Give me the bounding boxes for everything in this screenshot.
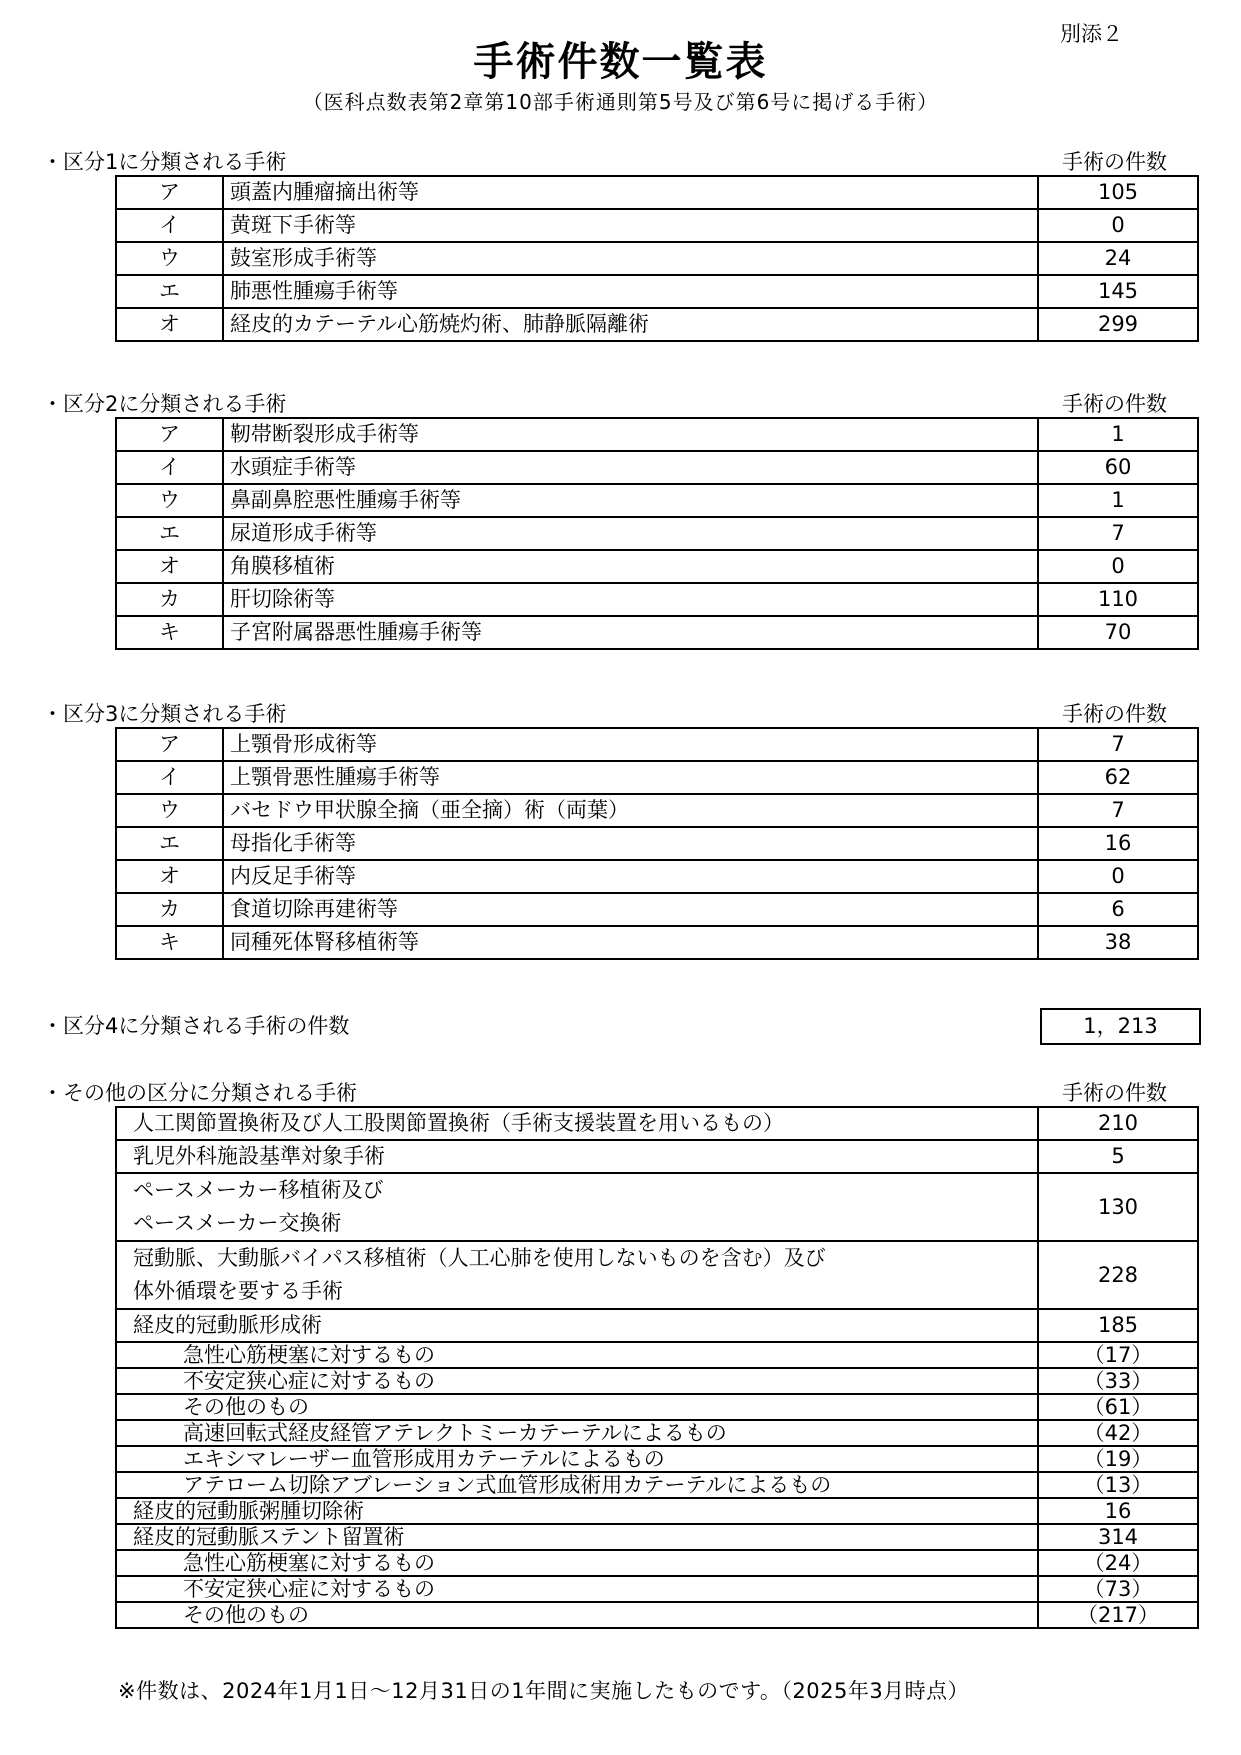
- table-row: [116, 794, 1198, 827]
- row-value: 7: [1038, 794, 1198, 827]
- row-value: 210: [1038, 1107, 1198, 1140]
- table-row: [116, 1498, 1198, 1524]
- table-row: [116, 1368, 1198, 1394]
- section3-count-header: 手術の件数: [1062, 702, 1167, 726]
- row-name: 頭蓋内腫瘤摘出術等: [223, 176, 1038, 209]
- row-key: ア: [116, 176, 223, 209]
- row-key: オ: [116, 860, 223, 893]
- row-name-line1: 冠動脈、大動脈バイパス移植術（人工心肺を使用しないものを含む）及び: [133, 1246, 826, 1270]
- row-name: 鼓室形成手術等: [223, 242, 1038, 275]
- row-value: 16: [1038, 1498, 1198, 1524]
- row-value: 70: [1038, 616, 1198, 649]
- row-name: 経皮的冠動脈ステント留置術: [116, 1524, 1038, 1550]
- row-name: 不安定狭心症に対するもの: [116, 1368, 1038, 1394]
- row-value: 130: [1038, 1173, 1198, 1241]
- row-value: （61）: [1038, 1394, 1198, 1420]
- attachment-label: 別添２: [1060, 22, 1123, 46]
- row-name: 靭帯断裂形成手術等: [223, 418, 1038, 451]
- row-name: 食道切除再建術等: [223, 893, 1038, 926]
- table-row: [116, 860, 1198, 893]
- row-name: 人工関節置換術及び人工股関節置換術（手術支援装置を用いるもの）: [116, 1107, 1038, 1140]
- row-value: 7: [1038, 728, 1198, 761]
- table-row: [116, 275, 1198, 308]
- row-value: 0: [1038, 550, 1198, 583]
- row-value: 299: [1038, 308, 1198, 341]
- table-row: [116, 451, 1198, 484]
- row-name: 水頭症手術等: [223, 451, 1038, 484]
- row-value: 0: [1038, 860, 1198, 893]
- row-key: イ: [116, 209, 223, 242]
- row-name: 上顎骨悪性腫瘍手術等: [223, 761, 1038, 794]
- row-name: アテローム切除アブレーション式血管形成術用カテーテルによるもの: [116, 1472, 1038, 1498]
- row-value: 62: [1038, 761, 1198, 794]
- table-row: [116, 761, 1198, 794]
- row-name: 内反足手術等: [223, 860, 1038, 893]
- row-name: 乳児外科施設基準対象手術: [116, 1140, 1038, 1173]
- row-value: 185: [1038, 1309, 1198, 1342]
- row-key: キ: [116, 616, 223, 649]
- row-name: 経皮的冠動脈粥腫切除術: [116, 1498, 1038, 1524]
- row-value: 38: [1038, 926, 1198, 959]
- section2-table: [115, 417, 1199, 650]
- row-value: 5: [1038, 1140, 1198, 1173]
- table-row: [116, 1446, 1198, 1472]
- row-value: 228: [1038, 1241, 1198, 1309]
- table-row: [116, 1550, 1198, 1576]
- row-value: （42）: [1038, 1420, 1198, 1446]
- row-value: （13）: [1038, 1472, 1198, 1498]
- table-row: [116, 616, 1198, 649]
- row-value: 24: [1038, 242, 1198, 275]
- table-row: [116, 893, 1198, 926]
- row-name: 経皮的カテーテル心筋焼灼術、肺静脈隔離術: [223, 308, 1038, 341]
- row-value: （217）: [1038, 1602, 1198, 1628]
- row-name: [116, 1173, 1038, 1241]
- row-name: 急性心筋梗塞に対するもの: [116, 1550, 1038, 1576]
- table-row: [116, 1173, 1198, 1241]
- section3-table: [115, 727, 1199, 960]
- row-name: 上顎骨形成術等: [223, 728, 1038, 761]
- section-other-table: [115, 1106, 1199, 1629]
- row-value: 6: [1038, 893, 1198, 926]
- table-row: [116, 209, 1198, 242]
- row-name: 角膜移植術: [223, 550, 1038, 583]
- row-name: 子宮附属器悪性腫瘍手術等: [223, 616, 1038, 649]
- footnote: ※件数は、2024年1月1日～12月31日の1年間に実施したものです。（2025年3月時点）: [118, 1679, 970, 1703]
- table-row: [116, 484, 1198, 517]
- row-name: 同種死体腎移植術等: [223, 926, 1038, 959]
- row-key: エ: [116, 517, 223, 550]
- row-value: 16: [1038, 827, 1198, 860]
- row-key: イ: [116, 761, 223, 794]
- row-value: （33）: [1038, 1368, 1198, 1394]
- row-key: ウ: [116, 794, 223, 827]
- row-name: 鼻副鼻腔悪性腫瘍手術等: [223, 484, 1038, 517]
- table-row: [116, 418, 1198, 451]
- row-key: カ: [116, 893, 223, 926]
- row-name: その他のもの: [116, 1602, 1038, 1628]
- table-row: [116, 1576, 1198, 1602]
- row-name-line1: ペースメーカー移植術及び: [133, 1178, 384, 1202]
- row-name: 尿道形成手術等: [223, 517, 1038, 550]
- row-value: （24）: [1038, 1550, 1198, 1576]
- table-row: [116, 1107, 1198, 1140]
- table-row: [116, 517, 1198, 550]
- row-value: 0: [1038, 209, 1198, 242]
- row-name: 肝切除術等: [223, 583, 1038, 616]
- table-row: [116, 176, 1198, 209]
- row-key: ウ: [116, 242, 223, 275]
- row-name-line2: ペースメーカー交換術: [133, 1211, 342, 1235]
- row-value: 1: [1038, 484, 1198, 517]
- table-row: [116, 308, 1198, 341]
- row-name: 高速回転式経皮経管アテレクトミーカテーテルによるもの: [116, 1420, 1038, 1446]
- table-row: [116, 728, 1198, 761]
- row-name-line2: 体外循環を要する手術: [133, 1279, 343, 1303]
- page-subtitle: （医科点数表第2章第10部手術通則第5号及び第6号に掲げる手術）: [302, 90, 939, 114]
- table-row: [116, 1241, 1198, 1309]
- row-name: 母指化手術等: [223, 827, 1038, 860]
- table-row: [116, 550, 1198, 583]
- row-value: （19）: [1038, 1446, 1198, 1472]
- section2-title: ・区分2に分類される手術: [42, 392, 287, 416]
- row-value: 145: [1038, 275, 1198, 308]
- table-row: [116, 1472, 1198, 1498]
- row-key: ア: [116, 728, 223, 761]
- row-key: エ: [116, 275, 223, 308]
- row-key: キ: [116, 926, 223, 959]
- row-value: 1: [1038, 418, 1198, 451]
- table-row: [116, 1394, 1198, 1420]
- table-row: [116, 1420, 1198, 1446]
- row-name: 肺悪性腫瘍手術等: [223, 275, 1038, 308]
- section2-count-header: 手術の件数: [1062, 392, 1167, 416]
- row-name: バセドウ甲状腺全摘（亜全摘）術（両葉）: [223, 794, 1038, 827]
- section1-table: [115, 175, 1199, 342]
- row-value: （73）: [1038, 1576, 1198, 1602]
- section3-title: ・区分3に分類される手術: [42, 702, 287, 726]
- table-row: [116, 1140, 1198, 1173]
- row-name: 急性心筋梗塞に対するもの: [116, 1342, 1038, 1368]
- page-title: 手術件数一覧表: [473, 39, 768, 85]
- table-row: [116, 583, 1198, 616]
- section4-count: 1，213: [1040, 1008, 1201, 1045]
- row-key: ウ: [116, 484, 223, 517]
- row-name: 不安定狭心症に対するもの: [116, 1576, 1038, 1602]
- table-row: [116, 1309, 1198, 1342]
- section-other-count-header: 手術の件数: [1062, 1081, 1167, 1105]
- section1-count-header: 手術の件数: [1062, 150, 1167, 174]
- table-row: [116, 1602, 1198, 1628]
- row-value: 7: [1038, 517, 1198, 550]
- section1-title: ・区分1に分類される手術: [42, 150, 287, 174]
- table-row: [116, 827, 1198, 860]
- row-key: カ: [116, 583, 223, 616]
- row-key: イ: [116, 451, 223, 484]
- row-name: その他のもの: [116, 1394, 1038, 1420]
- row-key: オ: [116, 550, 223, 583]
- row-value: （17）: [1038, 1342, 1198, 1368]
- row-name: エキシマレーザー血管形成用カテーテルによるもの: [116, 1446, 1038, 1472]
- table-row: [116, 242, 1198, 275]
- row-name: [116, 1241, 1038, 1309]
- row-name: 黄斑下手術等: [223, 209, 1038, 242]
- row-value: 105: [1038, 176, 1198, 209]
- row-key: オ: [116, 308, 223, 341]
- section4-title: ・区分4に分類される手術の件数: [42, 1014, 350, 1038]
- row-name: 経皮的冠動脈形成術: [116, 1309, 1038, 1342]
- row-key: エ: [116, 827, 223, 860]
- row-value: 314: [1038, 1524, 1198, 1550]
- row-value: 60: [1038, 451, 1198, 484]
- table-row: [116, 1524, 1198, 1550]
- table-row: [116, 1342, 1198, 1368]
- row-value: 110: [1038, 583, 1198, 616]
- table-row: [116, 926, 1198, 959]
- row-key: ア: [116, 418, 223, 451]
- section-other-title: ・その他の区分に分類される手術: [42, 1081, 357, 1105]
